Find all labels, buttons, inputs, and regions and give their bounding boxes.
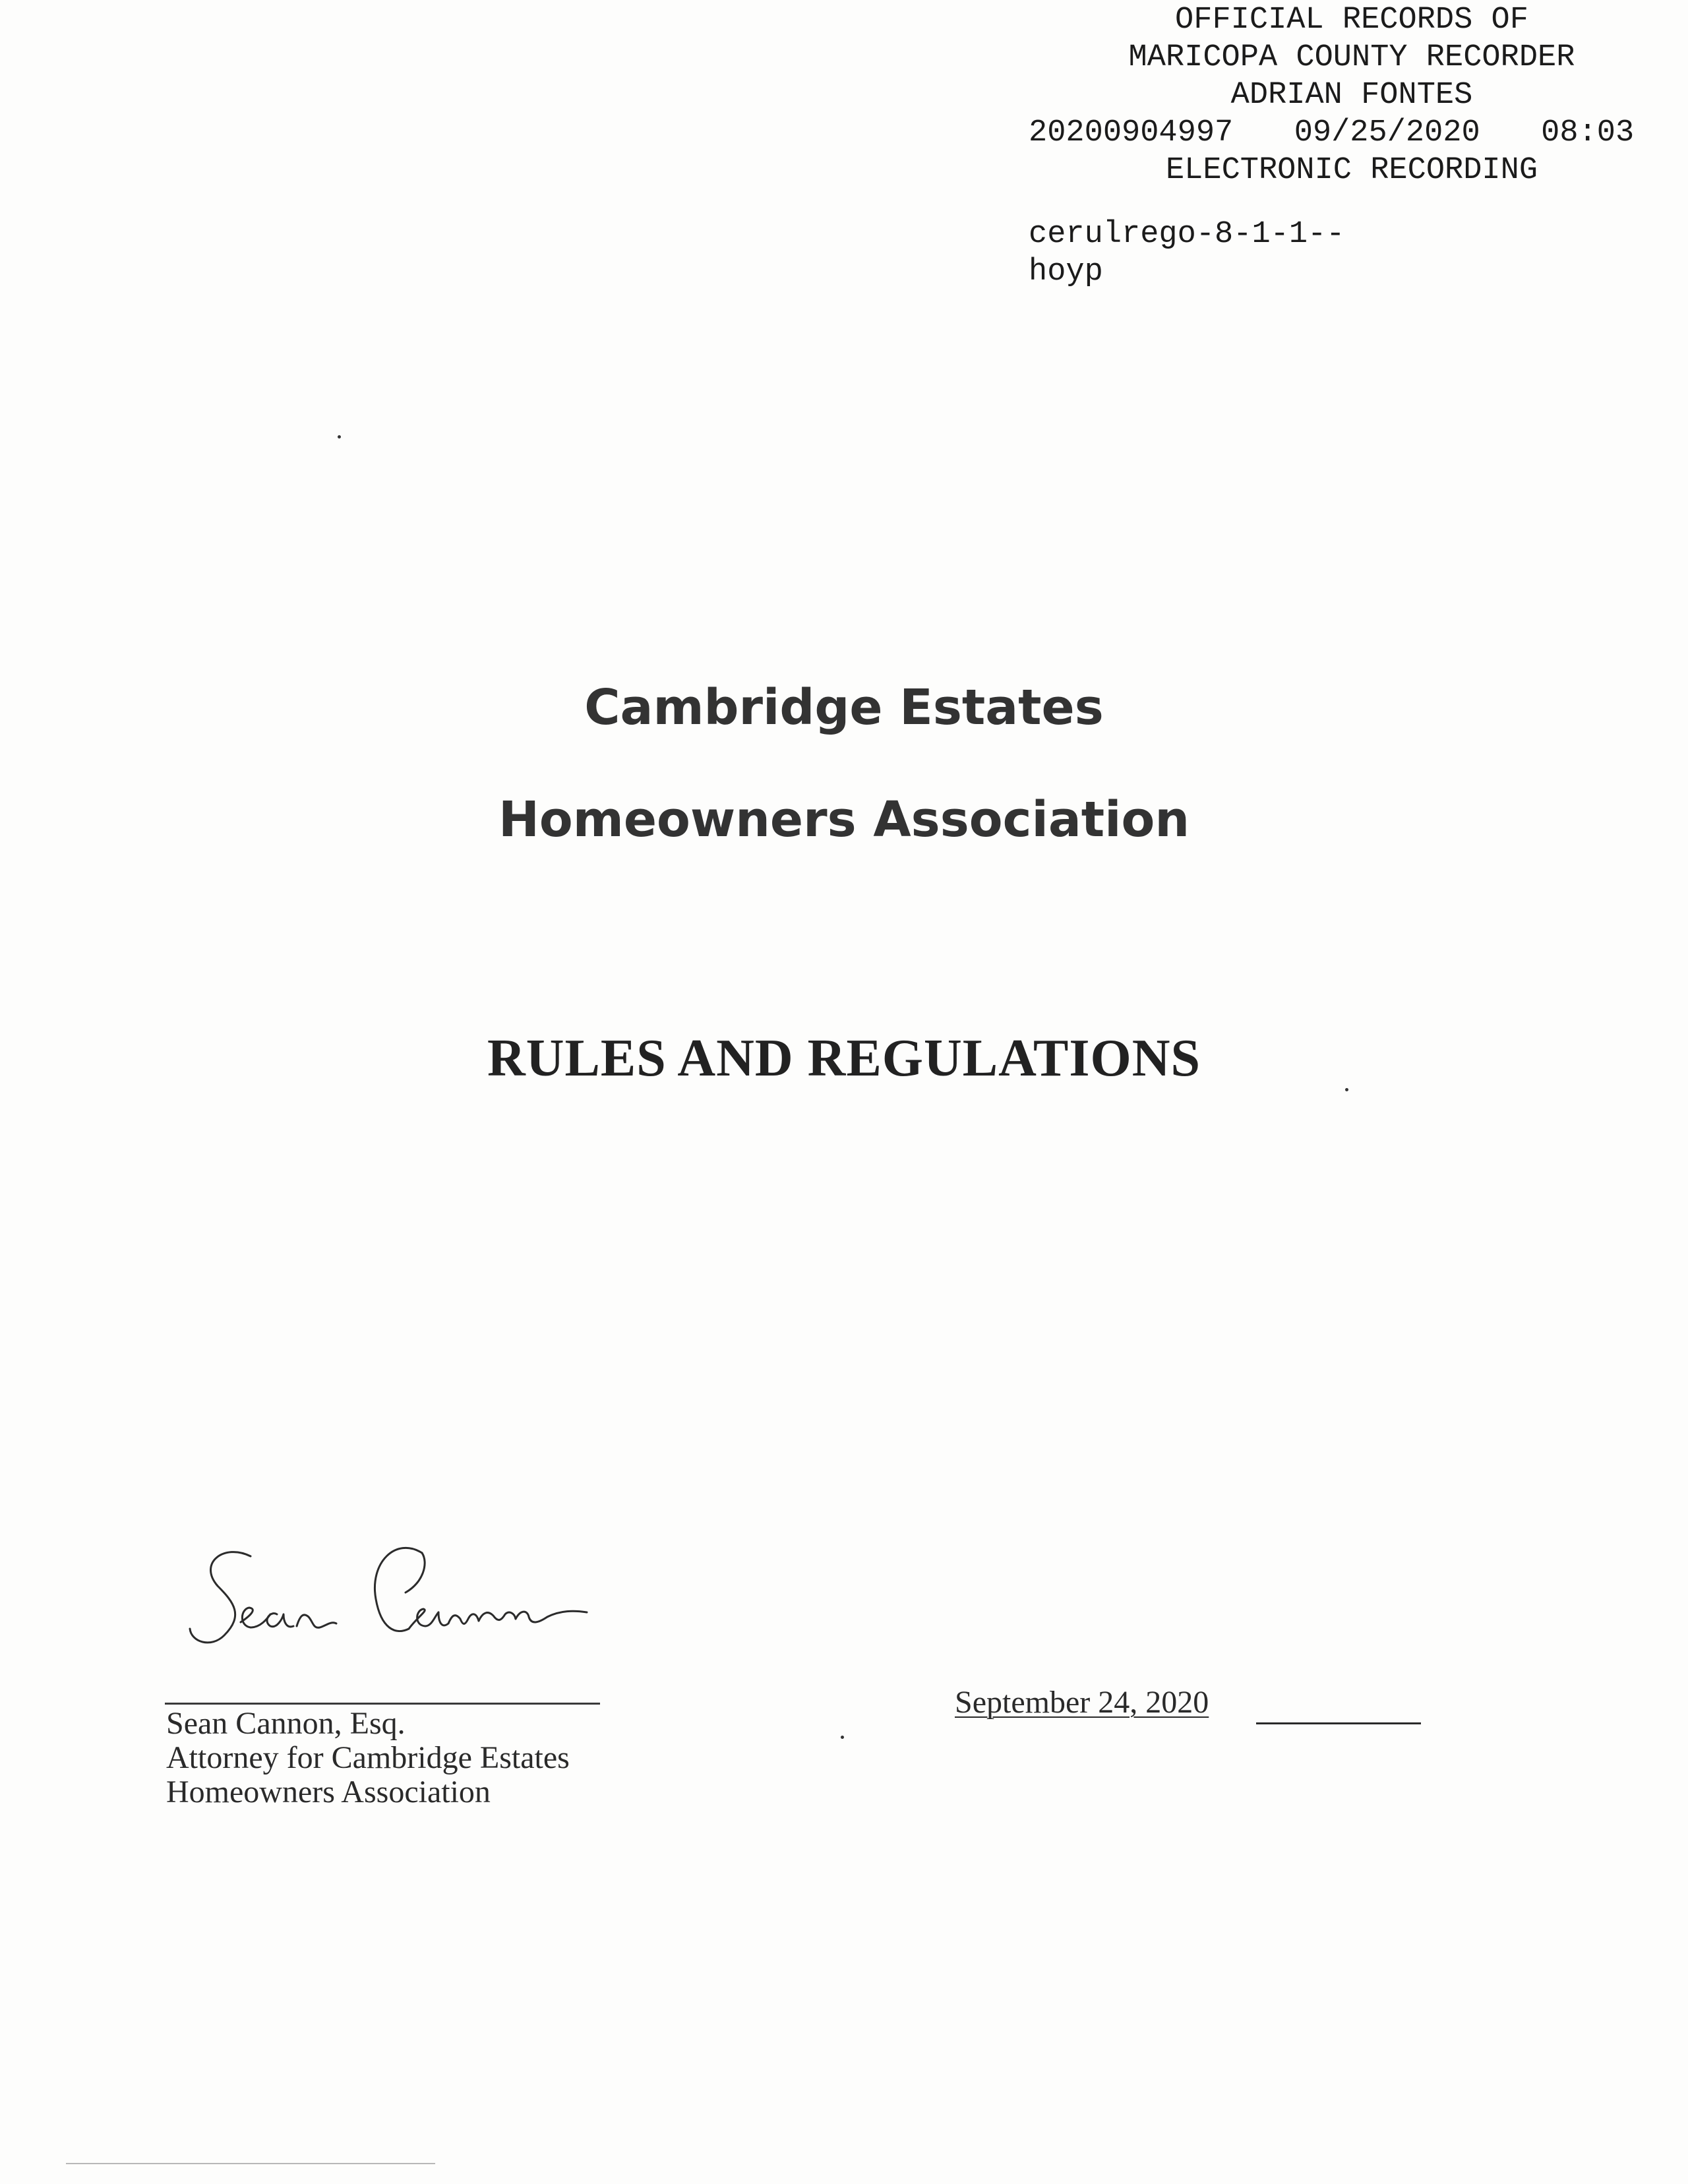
scan-speck (1345, 1088, 1348, 1091)
signer-name: Sean Cannon, Esq. (166, 1706, 406, 1741)
stamp-record-number: 20200904997 (1029, 115, 1234, 150)
signer-role-line-1: Attorney for Cambridge Estates (166, 1740, 570, 1775)
signer-role-line-2: Homeowners Association (166, 1774, 491, 1809)
stamp-line-3: ADRIAN FONTES (1230, 78, 1473, 113)
signature-date: September 24, 2020 (955, 1685, 1209, 1720)
recorder-stamp (1029, 1, 1675, 291)
title-line-2: Homeowners Association (498, 791, 1190, 848)
signer-block (166, 1707, 570, 1809)
stamp-code-line-2: hoyp (1029, 255, 1103, 289)
stamp-record-line (1029, 114, 1675, 152)
stamp-record-time: 08:03 (1541, 115, 1635, 150)
stamp-line-2: MARICOPA COUNTY RECORDER (1128, 40, 1575, 75)
stamp-line-1: OFFICIAL RECORDS OF (1175, 3, 1528, 38)
handwritten-signature (178, 1536, 600, 1668)
stamp-code-line-1: cerulrego-8-1-1-- (1029, 217, 1345, 252)
bottom-rule (66, 2163, 435, 2164)
document-heading: RULES AND REGULATIONS (487, 1029, 1201, 1087)
stamp-line-5: ELECTRONIC RECORDING (1165, 153, 1538, 188)
title-line-1: Cambridge Estates (584, 679, 1104, 736)
date-line (1256, 1722, 1421, 1724)
signature-line (165, 1703, 600, 1705)
scan-speck (841, 1736, 844, 1739)
scan-speck (338, 435, 341, 439)
stamp-record-date: 09/25/2020 (1294, 115, 1480, 150)
